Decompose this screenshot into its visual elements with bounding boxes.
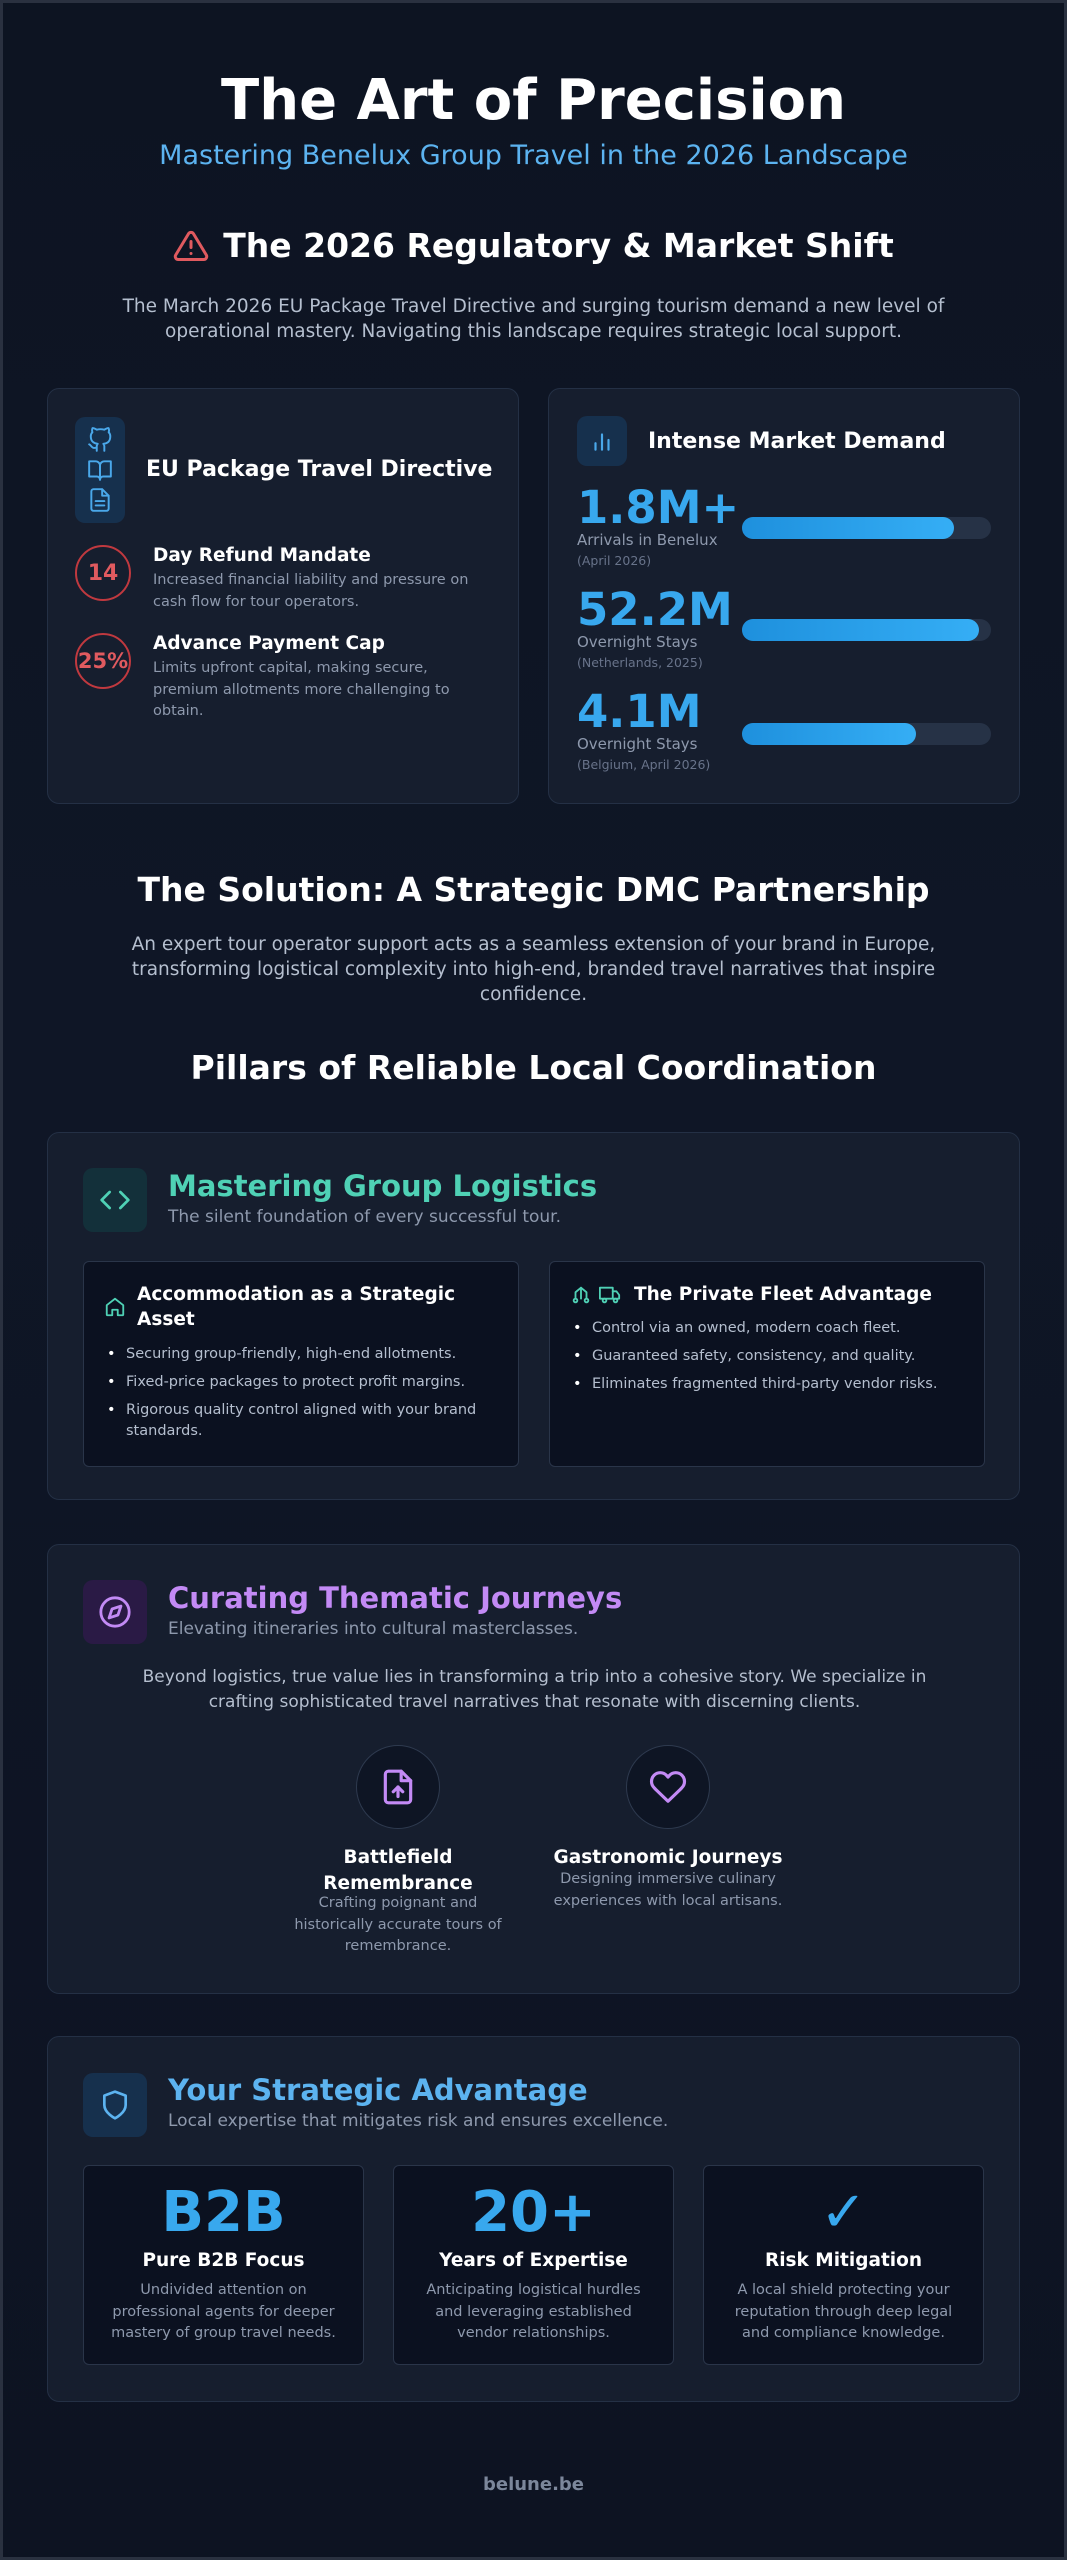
stat-note-netherlands: (Netherlands, 2025) xyxy=(577,655,703,670)
fleet-card xyxy=(549,1261,985,1467)
shift-heading xyxy=(0,226,1067,265)
battlefield-description: Crafting poignant and historically accurate tours of remembrance. xyxy=(294,1895,502,1954)
shift-title: The 2026 Regulatory & Market Shift xyxy=(223,226,894,265)
journeys-subtitle: Elevating itineraries into cultural masterclasses. xyxy=(168,1619,579,1639)
refund-description: Increased financial liability and pressure on cash flow for tour operators. xyxy=(153,572,469,610)
document-icon xyxy=(87,487,113,513)
list-item: • Control via an owned, modern coach fleet. xyxy=(570,1318,970,1339)
solution-heading xyxy=(0,870,1067,909)
check-icon: ✓ xyxy=(820,2180,867,2245)
list-item: • Rigorous quality control aligned with your brand standards. xyxy=(104,1400,504,1442)
footer-link[interactable]: belune.be xyxy=(482,2474,585,2495)
expertise-description: Anticipating logistical hurdles and leveraging established vendor relationships. xyxy=(426,2282,641,2341)
stat-label-netherlands: Overnight Stays xyxy=(577,633,698,651)
list-item: • Guaranteed safety, consistency, and quality. xyxy=(570,1346,970,1367)
demand-title: Intense Market Demand xyxy=(648,429,946,454)
stat-bar-fill-netherlands xyxy=(742,619,979,641)
advantage-subtitle: Local expertise that mitigates risk and ensures excellence. xyxy=(168,2111,669,2131)
bar-chart-icon xyxy=(577,416,627,466)
book-icon xyxy=(87,457,113,483)
journeys-card xyxy=(47,1544,1020,1994)
stat-value-belgium: 4.1M xyxy=(577,685,702,738)
file-upload-icon xyxy=(356,1745,440,1829)
github-icon xyxy=(87,427,113,453)
list-item: • Securing group-friendly, high-end allotments. xyxy=(104,1344,504,1365)
journeys-description: Beyond logistics, true value lies in transforming a trip into a cohesive story. We specialize in crafting sophisticated travel narratives that resonate with discerning clients. xyxy=(142,1667,927,1712)
refund-title: Day Refund Mandate xyxy=(153,545,371,566)
stat-note-belgium: (Belgium, April 2026) xyxy=(577,757,711,772)
code-icon xyxy=(83,1168,147,1232)
stat-label-arrivals: Arrivals in Benelux xyxy=(577,531,718,549)
risk-title: Risk Mitigation xyxy=(764,2250,923,2271)
risk-card xyxy=(703,2165,984,2365)
shift-description: The March 2026 EU Package Travel Directive and surging tourism demand a new level of operational mastery. Navigating this landscape requires strategic local support. xyxy=(122,296,945,342)
compass-icon xyxy=(83,1580,147,1644)
fleet-title: The Private Fleet Advantage xyxy=(634,1284,932,1305)
home-icon xyxy=(104,1296,126,1318)
pillars-heading xyxy=(0,1048,1067,1087)
shield-icon xyxy=(83,2073,147,2137)
logistics-card xyxy=(47,1132,1020,1500)
advantage-card xyxy=(47,2036,1020,2402)
stat-bar-fill-belgium xyxy=(742,723,916,745)
advantage-title: Your Strategic Advantage xyxy=(168,2073,588,2107)
list-item: • Eliminates fragmented third-party vendor risks. xyxy=(570,1374,970,1395)
accommodation-list xyxy=(104,1344,504,1449)
list-item: • Fixed-price packages to protect profit margins. xyxy=(104,1372,504,1393)
risk-description: A local shield protecting your reputation through deep legal and compliance knowledge. xyxy=(734,2282,953,2341)
expertise-card xyxy=(393,2165,674,2365)
page-title: The Art of Precision xyxy=(221,68,846,133)
stat-label-belgium: Overnight Stays xyxy=(577,735,698,753)
journeys-title: Curating Thematic Journeys xyxy=(168,1581,623,1615)
b2b-card xyxy=(83,2165,364,2365)
accommodation-title: Accommodation as a Strategic Asset xyxy=(137,1284,456,1330)
stat-value-arrivals: 1.8M+ xyxy=(577,481,740,534)
warning-icon xyxy=(173,228,209,264)
battlefield-title: Battlefield Remembrance xyxy=(323,1847,473,1894)
directive-title: EU Package Travel Directive xyxy=(146,457,493,482)
stat-bar-fill-arrivals xyxy=(742,517,954,539)
stat-bar-netherlands xyxy=(742,619,991,641)
payment-description: Limits upfront capital, making secure, premium allotments more challenging to obtain. xyxy=(153,660,450,719)
b2b-title: Pure B2B Focus xyxy=(142,2250,305,2271)
gastronomic-title: Gastronomic Journeys xyxy=(553,1847,783,1868)
fleet-list xyxy=(570,1318,970,1402)
accommodation-card xyxy=(83,1261,519,1467)
logistics-subtitle: The silent foundation of every successful tour. xyxy=(168,1207,562,1227)
b2b-description: Undivided attention on professional agents for deeper mastery of group travel needs. xyxy=(111,2282,336,2341)
payment-title: Advance Payment Cap xyxy=(153,633,385,654)
solution-description: An expert tour operator support acts as a seamless extension of your brand in Europe, transforming logistical complexity into high-end, branded travel narratives that inspire confidence. xyxy=(131,934,936,1005)
stat-value-netherlands: 52.2M xyxy=(577,583,733,636)
pillars-title: Pillars of Reliable Local Coordination xyxy=(190,1048,877,1087)
directive-icon-stack xyxy=(75,417,125,523)
solution-title: The Solution: A Strategic DMC Partnership xyxy=(137,870,930,909)
logistics-title: Mastering Group Logistics xyxy=(168,1169,598,1203)
directive-card xyxy=(47,388,519,804)
payment-badge: 25% xyxy=(75,633,131,689)
page-subtitle: Mastering Benelux Group Travel in the 2026 Landscape xyxy=(159,140,908,171)
stat-note-arrivals: (April 2026) xyxy=(577,553,652,568)
b2b-value: B2B xyxy=(161,2180,286,2245)
expertise-title: Years of Expertise xyxy=(439,2250,628,2271)
expertise-value: 20+ xyxy=(471,2180,596,2245)
truck-icon xyxy=(570,1284,622,1306)
gastronomic-description: Designing immersive culinary experiences with local artisans. xyxy=(553,1871,783,1909)
refund-badge: 14 xyxy=(75,545,131,601)
stat-bar-belgium xyxy=(742,723,991,745)
demand-card xyxy=(548,388,1020,804)
heart-icon xyxy=(626,1745,710,1829)
stat-bar-arrivals xyxy=(742,517,991,539)
